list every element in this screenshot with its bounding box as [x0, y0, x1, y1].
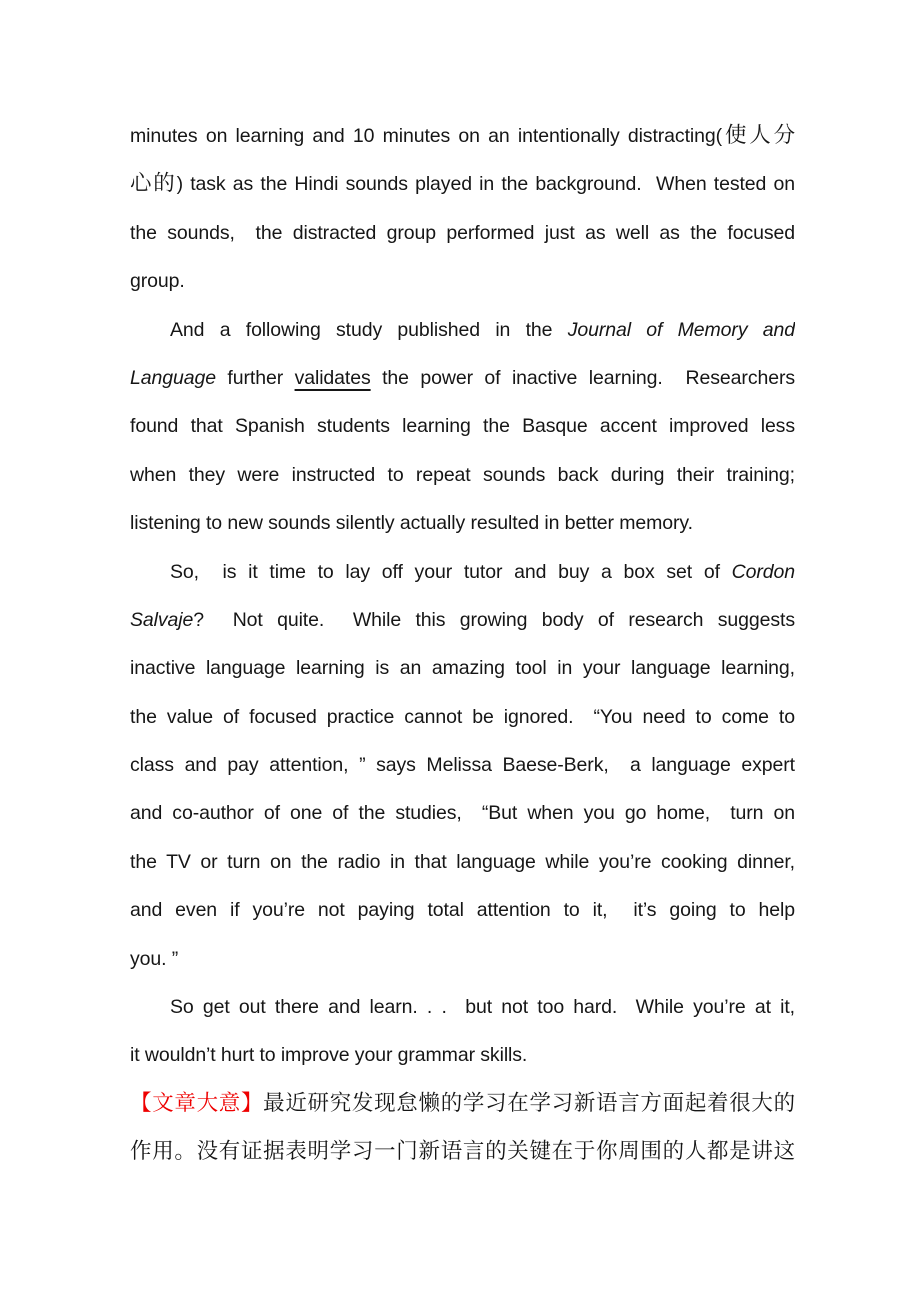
text-line [130, 499, 795, 547]
text-line [130, 112, 795, 160]
text-run: ) task as the Hindi sounds played in the background. When tested on [176, 173, 795, 196]
text-run: when they were instructed to repeat sounds back during their training; [130, 463, 795, 486]
text-line [130, 596, 795, 644]
text-line [130, 257, 795, 305]
summary-label: 【文章大意】 [130, 1090, 264, 1116]
cjk-run: 最近研究发现怠懒的学习在学习新语言方面起着很大的 [263, 1090, 795, 1116]
text-line [130, 789, 795, 837]
underlined-word: validates [294, 366, 371, 389]
italic-run: Cordon [731, 560, 795, 583]
text-run: it wouldn’t hurt to improve your grammar skills. [130, 1044, 528, 1067]
text-run: the value of focused practice cannot be ignored. “You need to come to [130, 705, 795, 728]
text-line [130, 1080, 795, 1128]
text-line [130, 160, 795, 208]
cjk-run: 使人分 [722, 123, 795, 148]
text-line [130, 644, 795, 692]
text-run: group. [130, 270, 185, 293]
text-run: So, is it time to lay off your tutor and buy a box set of [170, 560, 732, 583]
text-line [130, 354, 795, 402]
cjk-run: 心的 [130, 171, 177, 197]
text-run: minutes on learning and 10 minutes on an intentionally distracting( [130, 125, 723, 147]
text-line [130, 1128, 795, 1176]
text-line [130, 741, 795, 789]
document-body [130, 112, 795, 1177]
text-line [130, 209, 795, 257]
text-run: the TV or turn on the radio in that language while you’re cooking dinner, [130, 850, 795, 873]
italic-run: Salvaje [130, 608, 194, 631]
text-line [130, 1031, 795, 1079]
text-line [130, 402, 795, 450]
text-line [130, 935, 795, 983]
text-run: listening to new sounds silently actually resulted in better memory. [130, 512, 693, 535]
text-run: ? Not quite. While this growing body of research suggests [193, 608, 795, 631]
paragraph-chinese-summary [130, 1080, 795, 1177]
text-run: the power of inactive learning. Researchers [370, 366, 795, 389]
text-line [130, 838, 795, 886]
text-line [130, 548, 795, 596]
text-run: So get out there and learn. . . but not too hard. While you’re at it, [170, 996, 795, 1019]
text-run: further [215, 366, 295, 389]
text-run: found that Spanish students learning the Basque accent improved less [130, 415, 795, 438]
text-line [130, 886, 795, 934]
text-run: class and pay attention, ” says Melissa Baese-Berk, a language expert [130, 754, 795, 777]
text-line [130, 451, 795, 499]
italic-run: Language [130, 366, 216, 389]
text-run: the sounds, the distracted group performed just as well as the focused [130, 221, 795, 244]
text-run: inactive language learning is an amazing tool in your language learning, [130, 657, 795, 680]
cjk-run: 作用。没有证据表明学习一门新语言的关键在于你周围的人都是讲这 [130, 1139, 795, 1165]
paragraph-not-quite [130, 548, 795, 984]
text-run: And a following study published in the [170, 318, 568, 341]
italic-run: Journal of Memory and [567, 318, 795, 341]
text-run: you. ” [130, 947, 179, 970]
paragraph-conclusion [130, 983, 795, 1080]
text-line [130, 983, 795, 1031]
paragraph-distracted-group [130, 112, 795, 306]
text-run: and co-author of one of the studies, “But when you go home, turn on [130, 802, 795, 825]
paragraph-journal-study [130, 306, 795, 548]
text-run: and even if you’re not paying total attention to it, it’s going to help [130, 899, 795, 922]
text-line [130, 693, 795, 741]
text-line [130, 306, 795, 354]
